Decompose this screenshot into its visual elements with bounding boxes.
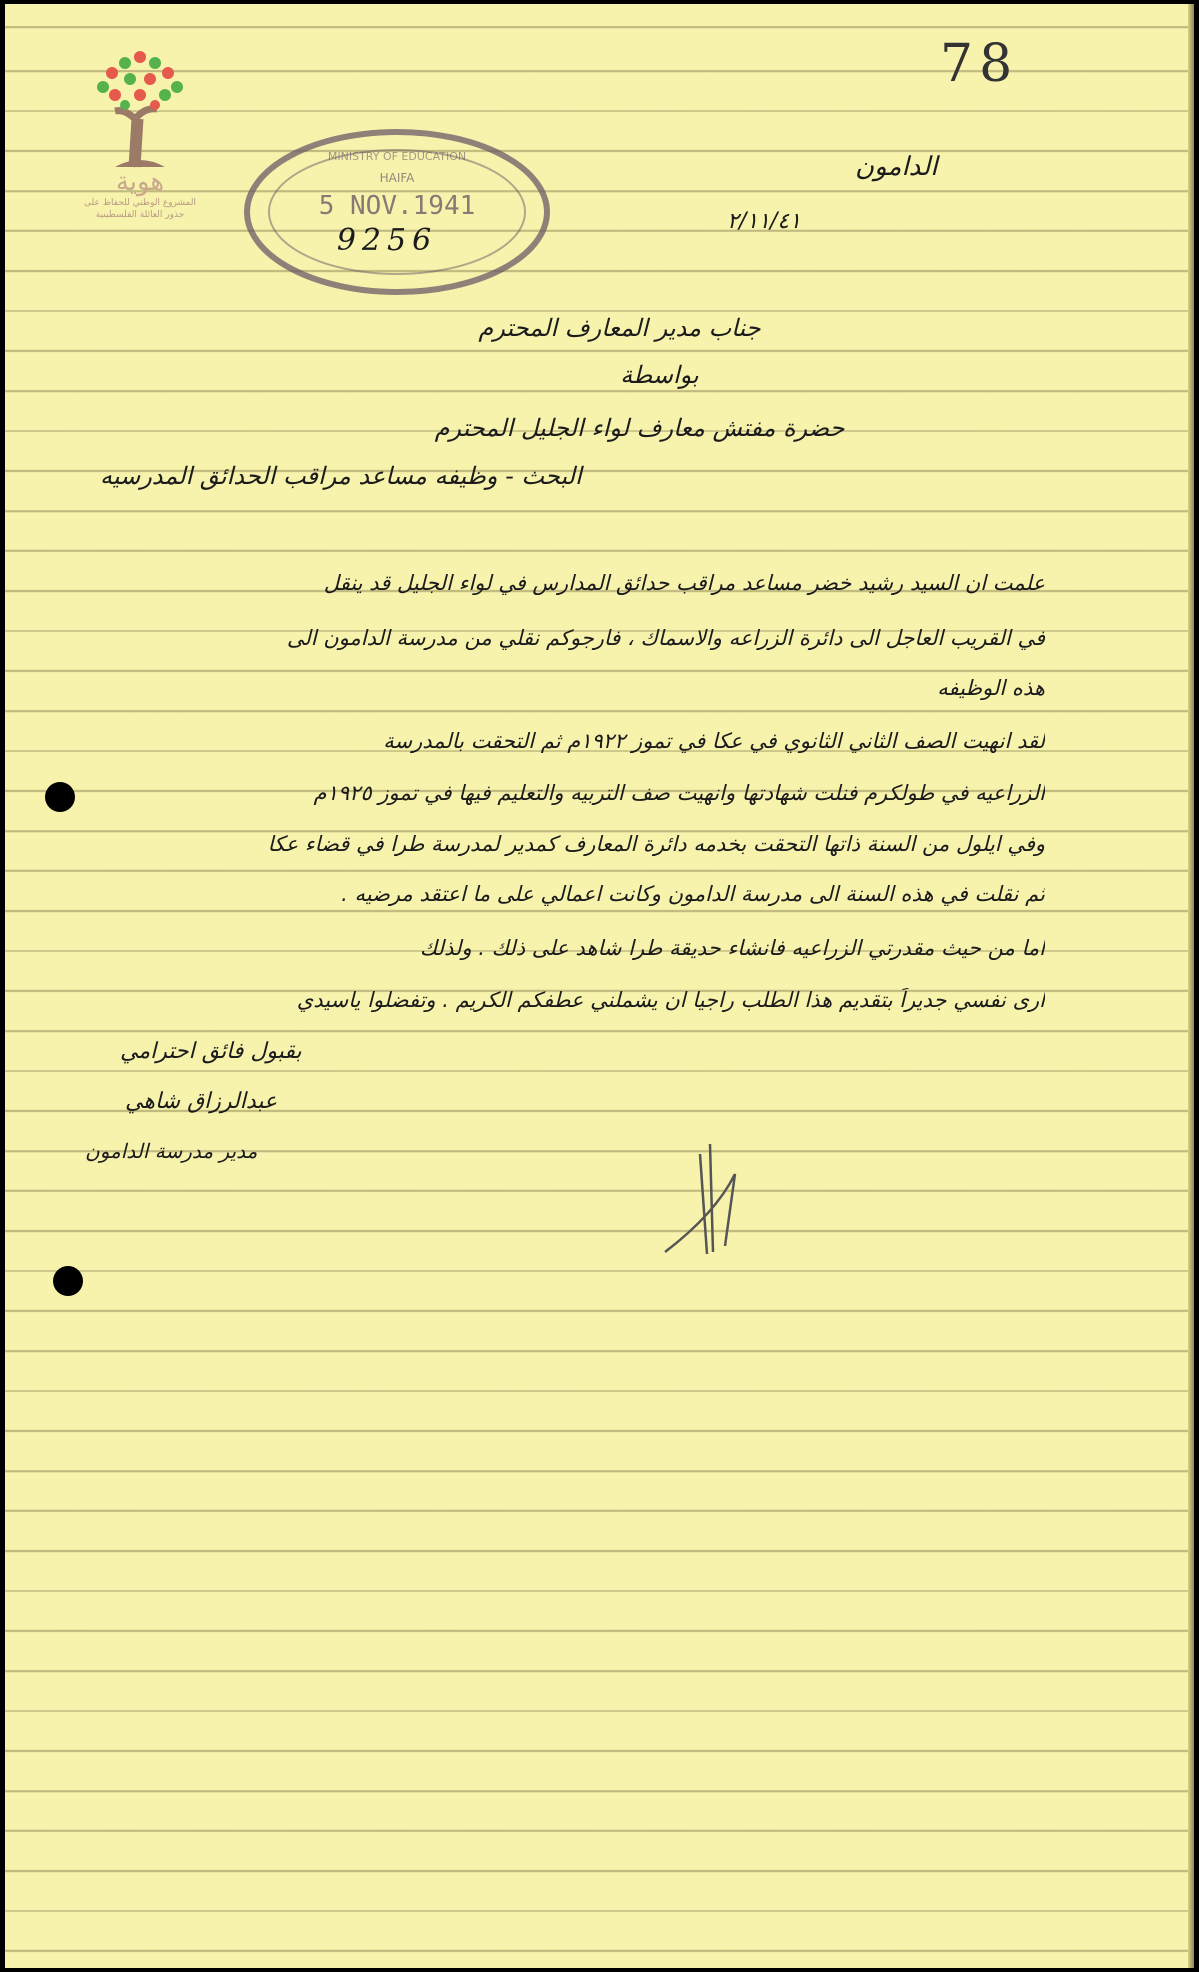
body-line-5: الزراعيه في طولكرم فنلت شهادتها وانهيت صف التربيه والتعليم فيها في تموز ١٩٢٥م: [313, 781, 1045, 805]
received-stamp: [237, 122, 557, 302]
hawiya-logo: [65, 49, 215, 279]
stamp-number: 9256: [336, 223, 438, 258]
salutation-inspector: حضرة مفتش معارف لواء الجليل المحترم: [434, 414, 845, 442]
body-line-6: وفي ايلول من السنة ذاتها التحقت بخدمه دائرة المعارف كمدير لمدرسة طرا في قضاء عكا: [267, 832, 1045, 856]
family-tree-icon: [85, 49, 195, 169]
salutation-via: بواسطة: [620, 361, 699, 389]
body-line-4: لقد انهيت الصف الثاني الثانوي في عكا في تموز ١٩٢٢م ثم التحقت بالمدرسة: [383, 729, 1045, 753]
initial-mark: [655, 1134, 765, 1264]
signature: عبدالرزاق شاهي: [125, 1089, 278, 1114]
punch-hole-top: [45, 782, 75, 812]
closing-regards: بقبول فائق احترامي: [120, 1039, 302, 1064]
body-line-3: هذه الوظيفه: [937, 676, 1045, 700]
stamp-city: HAIFA: [379, 171, 415, 185]
body-line-1: علمت ان السيد رشيد خضر مساعد مراقب حدائق المدارس في لواء الجليل قد ينقل: [323, 571, 1045, 595]
page-edge: [1188, 4, 1194, 1968]
punch-hole-bottom: [53, 1266, 83, 1296]
salutation-addressee: جناب مدير المعارف المحترم: [478, 314, 761, 342]
stamp-top-text: MINISTRY OF EDUCATION: [327, 150, 467, 163]
body-line-9: ارى نفسي جديراً بتقديم هذا الطلب راجيا ان يشملني عطفكم الكريم . وتفضلوا ياسيدي: [296, 988, 1045, 1012]
letter-page: [5, 4, 1194, 1968]
logo-caption-line2: جذور العائلة الفلسطينية: [95, 210, 185, 220]
page-number: 78: [940, 34, 1019, 94]
logo-word: هوية: [115, 167, 165, 197]
stamp-date: 5 NOV.1941: [318, 191, 476, 221]
body-line-8: اما من حيث مقدرتي الزراعيه فانشاء حديقة طرا شاهد على ذلك . ولذلك: [419, 936, 1045, 960]
body-line-2: في القريب العاجل الى دائرة الزراعه والاسماك ، فارجوكم نقلي من مدرسة الدامون الى: [286, 626, 1045, 650]
body-line-7: ثم نقلت في هذه السنة الى مدرسة الدامون وكانت اعمالي على ما اعتقد مرضيه .: [341, 882, 1045, 906]
header-date: ٢/١١/٤١: [727, 209, 801, 234]
header-place: الدامون: [855, 152, 938, 182]
signatory-title: مدير مدرسة الدامون: [85, 1139, 258, 1163]
logo-caption-line1: المشروع الوطني للحفاظ على: [83, 198, 196, 208]
subject-line: البحث - وظيفه مساعد مراقب الحدائق المدرسيه: [100, 462, 582, 490]
